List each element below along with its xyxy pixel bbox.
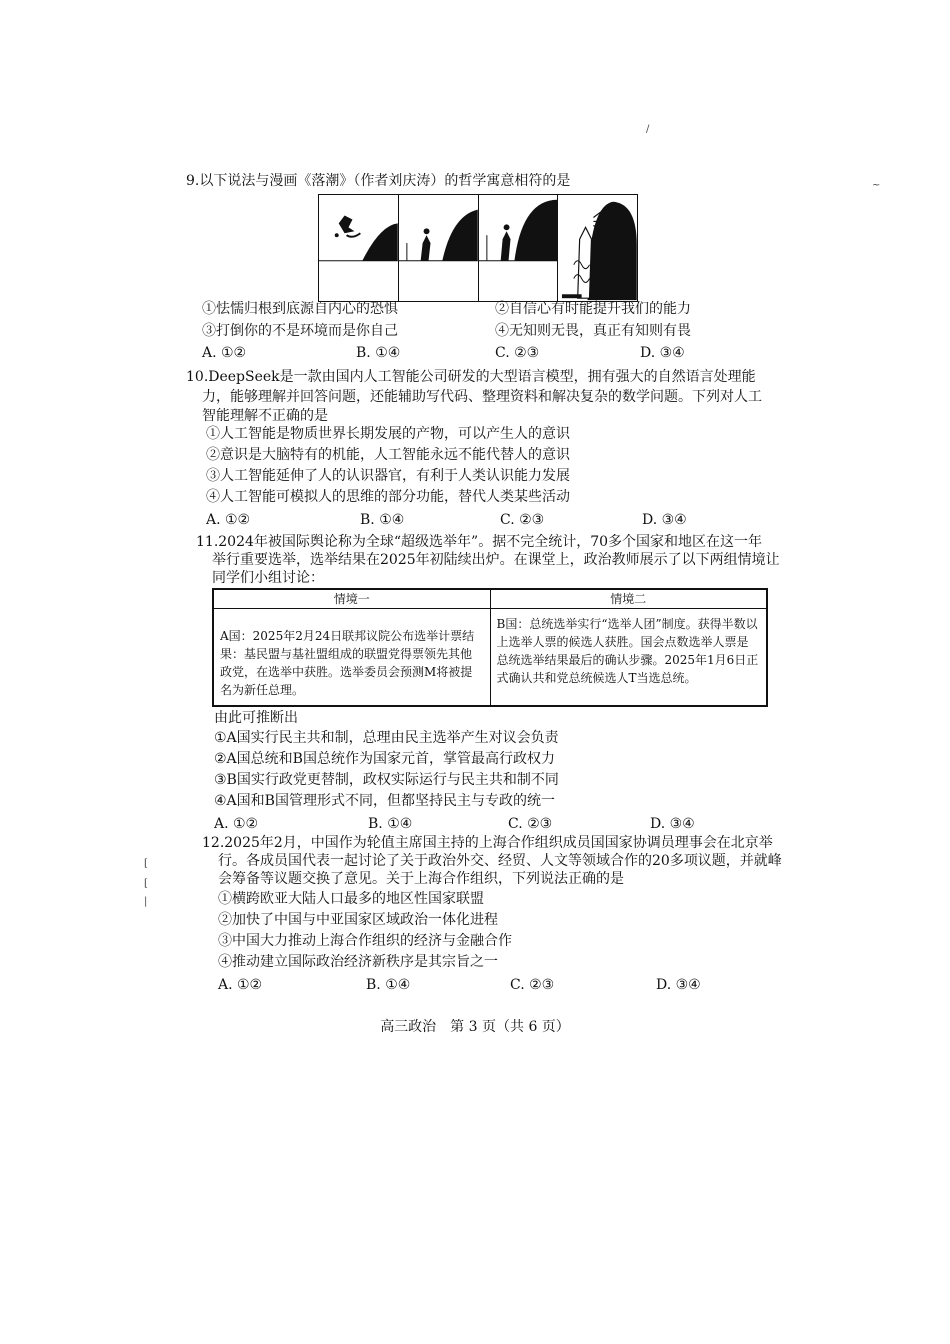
- scan-mark: /: [646, 124, 650, 135]
- q12-statement-1: ①横跨欧亚大陆人口最多的地区性国家联盟: [218, 891, 484, 907]
- q11-option-b[interactable]: B. ①④: [368, 816, 413, 832]
- q12-stem-line-3: 会筹备等议题交换了意见。关于上海合作组织，下列说法正确的是: [218, 871, 624, 887]
- q10-statement-1: ①人工智能是物质世界长期发展的产物，可以产生人的意识: [206, 426, 570, 442]
- q9-statement-2: ②自信心有时能提升我们的能力: [495, 301, 691, 317]
- q11-lead: 由此可推断出: [214, 710, 298, 726]
- q10-statement-3: ③人工智能延伸了人的认识器官，有利于人类认识能力发展: [206, 468, 570, 484]
- q11-stem-line-1: 11.2024年被国际舆论称为全球“超级选举年”。据不完全统计，70多个国家和地区在这一年: [196, 534, 763, 550]
- situation-table: [212, 588, 768, 707]
- comic-panel-4: [558, 195, 637, 301]
- q9-stem: 9.以下说法与漫画《落潮》（作者刘庆涛）的哲学寓意相符的是: [186, 173, 571, 189]
- scan-mark: ~: [872, 180, 881, 191]
- binding-mark: [: [144, 858, 148, 869]
- q11-option-a[interactable]: A. ①②: [214, 816, 259, 832]
- q11-statement-3: ③B国实行政党更替制，政权实际运行与民主共和制不同: [214, 772, 559, 788]
- q10-stem-line-3: 智能理解不正确的是: [202, 408, 328, 424]
- q10-option-c[interactable]: C. ②③: [500, 512, 545, 528]
- q11-stem-line-2: 举行重要选举，选举结果在2025年初陆续出炉。在课堂上，政治教师展示了以下两组情境让: [212, 552, 780, 568]
- q12-option-b[interactable]: B. ①④: [366, 977, 411, 993]
- comic-panel-1: [319, 195, 399, 301]
- q10-option-d[interactable]: D. ③④: [642, 512, 687, 528]
- q10-stem-line-2: 力，能够理解并回答问题，还能辅助写代码、整理资料和解决复杂的数学问题。下列对人工: [202, 389, 762, 405]
- situation-2-header: 情境二: [490, 589, 767, 609]
- q9-option-b[interactable]: B. ①④: [356, 345, 401, 361]
- q12-statement-3: ③中国大力推动上海合作组织的经济与金融合作: [218, 933, 512, 949]
- q10-stem-line-1: 10.DeepSeek是一款由国内人工智能公司研发的大型语言模型，拥有强大的自然语言处理能: [186, 369, 756, 385]
- q12-stem-line-1: 12.2025年2月，中国作为轮值主席国主持的上海合作组织成员国国家协调员理事会在北京举: [202, 835, 773, 851]
- q12-stem-line-2: 行。各成员国代表一起讨论了关于政治外交、经贸、人文等领域合作的20多项议题，并就峰: [218, 853, 782, 869]
- comic-panel-2: [399, 195, 479, 301]
- situation-1-header: 情境一: [213, 589, 490, 609]
- binding-mark: |: [144, 896, 148, 907]
- q10-statement-4: ④人工智能可模拟人的思维的部分功能，替代人类某些活动: [206, 489, 570, 505]
- q11-statement-1: ①A国实行民主共和制，总理由民主选举产生对议会负责: [214, 730, 559, 746]
- q9-option-c[interactable]: C. ②③: [495, 345, 540, 361]
- q10-option-b[interactable]: B. ①④: [360, 512, 405, 528]
- q9-statement-4: ④无知则无畏，真正有知则有畏: [495, 323, 691, 339]
- comic-panel-3: [479, 195, 559, 301]
- situation-1-content: A国：2025年2月24日联邦议院公布选举计票结果：基民盟与基社盟组成的联盟党得票领先其他政党，在选举中获胜。选举委员会预测M将被提名为新任总理。: [213, 609, 490, 707]
- q11-option-d[interactable]: D. ③④: [650, 816, 695, 832]
- q12-option-d[interactable]: D. ③④: [656, 977, 701, 993]
- binding-mark: [: [144, 878, 148, 889]
- q12-statement-4: ④推动建立国际政治经济新秩序是其宗旨之一: [218, 954, 498, 970]
- comic-panel-4-drawing: [558, 195, 637, 301]
- q9-statement-1: ①怯懦归根到底源自内心的恐惧: [202, 301, 398, 317]
- page-footer: 高三政治 第 3 页（共 6 页）: [380, 1019, 570, 1035]
- comic-strip-image: [318, 194, 638, 302]
- q11-option-c[interactable]: C. ②③: [508, 816, 553, 832]
- q9-option-a[interactable]: A. ①②: [202, 345, 247, 361]
- q12-option-a[interactable]: A. ①②: [218, 977, 263, 993]
- comic-panel-1-drawing: [319, 195, 398, 301]
- comic-panel-2-drawing: [399, 195, 478, 301]
- q10-option-a[interactable]: A. ①②: [206, 512, 251, 528]
- q11-stem-line-3: 同学们小组讨论：: [212, 570, 324, 586]
- comic-panel-3-drawing: [479, 195, 558, 301]
- q9-option-d[interactable]: D. ③④: [640, 345, 685, 361]
- q9-statement-3: ③打倒你的不是环境而是你自己: [202, 323, 398, 339]
- q12-option-c[interactable]: C. ②③: [510, 977, 555, 993]
- q11-statement-2: ②A国总统和B国总统作为国家元首，掌管最高行政权力: [214, 751, 555, 767]
- situation-2-content: B国：总统选举实行“选举人团”制度。获得半数以上选举人票的候选人获胜。国会点数选举人票是总统选举结果最后的确认步骤。2025年1月6日正式确认共和党总统候选人T当选总统。: [490, 609, 767, 707]
- q11-statement-4: ④A国和B国管理形式不同，但都坚持民主与专政的统一: [214, 793, 555, 809]
- q12-statement-2: ②加快了中国与中亚国家区域政治一体化进程: [218, 912, 498, 928]
- q10-statement-2: ②意识是大脑特有的机能，人工智能永远不能代替人的意识: [206, 447, 570, 463]
